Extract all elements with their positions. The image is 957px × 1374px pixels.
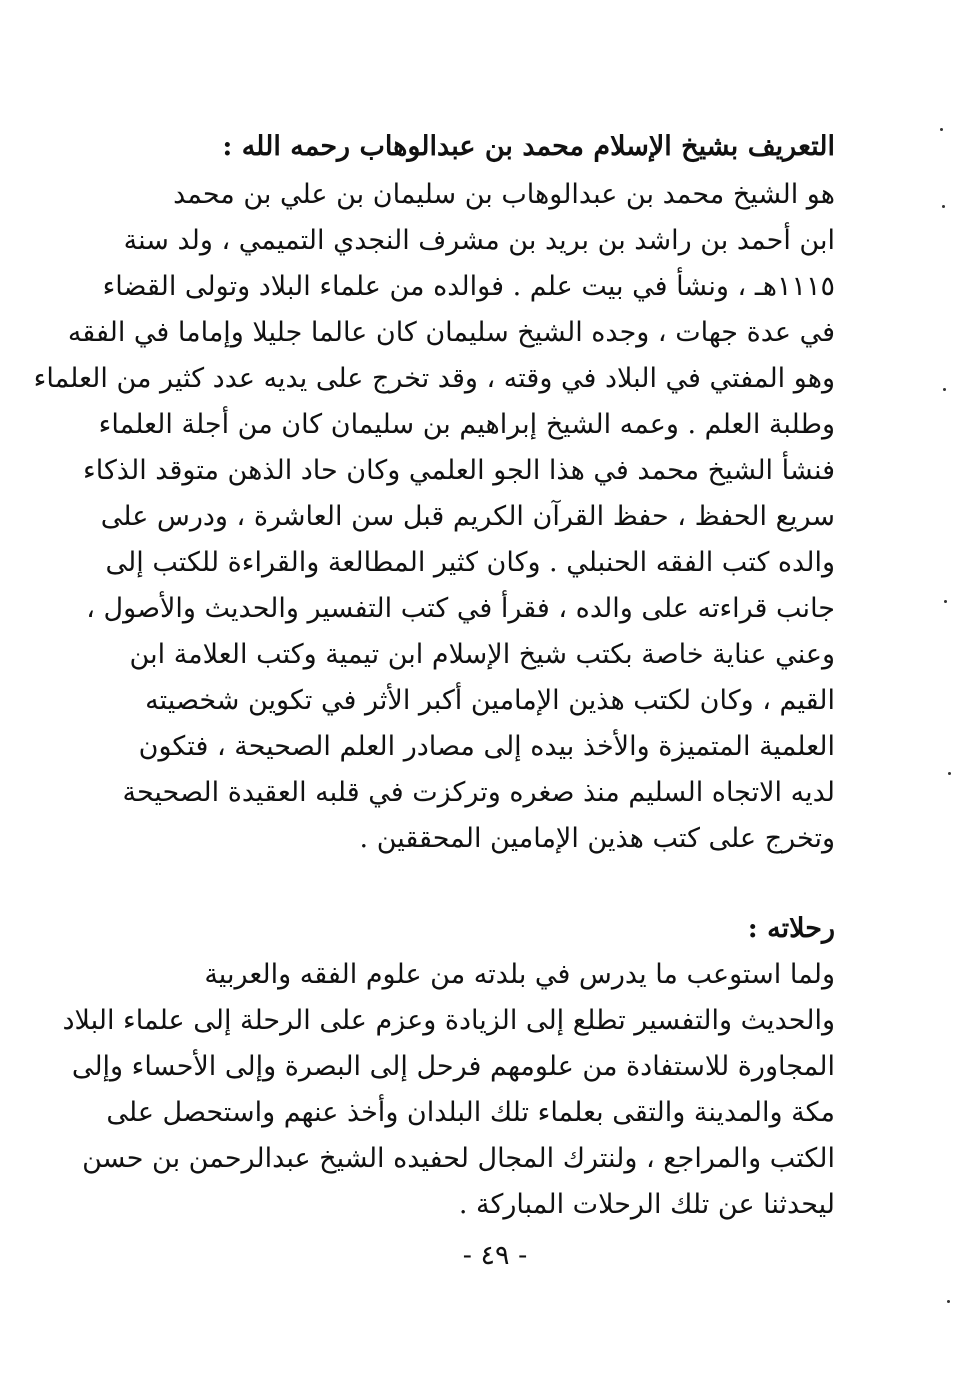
scan-speck (942, 205, 945, 208)
section-heading-travels (170, 906, 835, 952)
paragraph-line: القيم ، وكان لكتب هذين الإمامين أكبر الأثر في تكوين شخصيته (145, 685, 835, 716)
paragraph-line: ١١١٥هـ ، ونشأ في بيت علم . فوالده من علماء البلاد وتولى القضاء (102, 271, 835, 302)
paragraph-line: المجاورة للاستفادة من علومهم فرحل إلى البصرة وإلى الأحساء وإلى (71, 1051, 835, 1082)
scan-speck (940, 128, 943, 131)
heading-text: رحلاته : (747, 913, 835, 944)
paragraph-line: هو الشيخ محمد بن عبدالوهاب بن سليمان بن علي بن محمد (173, 179, 835, 210)
scan-speck (944, 600, 947, 603)
section-heading-biography (170, 124, 835, 170)
heading-text: التعريف بشيخ الإسلام محمد بن عبدالوهاب رحمه الله : (222, 131, 835, 162)
paragraph-line: العلمية المتميزة والأخذ بيده إلى مصادر العلم الصحيحة ، فتكون (138, 731, 835, 762)
paragraph-line: الكتب والمراجع ، ولنترك المجال لحفيده الشيخ عبدالرحمن بن حسن (82, 1143, 835, 1174)
paragraph-line: وطلبة العلم . وعمه الشيخ إبراهيم بن سليمان كان من أجلة العلماء (98, 409, 835, 440)
scan-speck (943, 388, 946, 391)
paragraph-line: ابن أحمد بن راشد بن بريد بن مشرف النجدي التميمي ، ولد سنة (123, 225, 835, 256)
paragraph-line: ولما استوعب ما يدرس في بلدته من علوم الفقه والعربية (204, 959, 835, 990)
paragraph-line: والده كتب الفقه الحنبلي . وكان كثير المطالعة والقراءة للكتب إلى (105, 547, 835, 578)
paragraph-line: جانب قراءته على والده ، فقرأ في كتب التفسير والحديث والأصول ، (86, 593, 835, 624)
scan-speck (948, 772, 951, 775)
travels-paragraph (62, 952, 835, 1228)
biography-paragraph (33, 172, 835, 862)
paragraph-line: فنشأ الشيخ محمد في هذا الجو العلمي وكان حاد الذهن متوقد الذكاء (83, 455, 835, 486)
paragraph-line: مكة والمدينة والتقى بعلماء تلك البلدان وأخذ عنهم واستحصل على (106, 1097, 835, 1128)
paragraph-line: والحديث والتفسير تطلع إلى الزيادة وعزم على الرحلة إلى علماء البلاد (62, 1005, 835, 1036)
paragraph-line: وهو المفتي في البلاد في وقته ، وقد تخرج على يديه عدد كثير من العلماء (33, 363, 835, 394)
paragraph-line: وتخرج على كتب هذين الإمامين المحققين . (359, 823, 835, 854)
page-number: - ٤٩ - (462, 1240, 528, 1271)
scan-speck (947, 1300, 950, 1303)
paragraph-line: سريع الحفظ ، حفظ القرآن الكريم قبل سن العاشرة ، ودرس على (100, 501, 835, 532)
paragraph-line: في عدة جهات ، وجده الشيخ سليمان كان عالما جليلا وإماما في الفقه (67, 317, 835, 348)
paragraph-line: لديه الاتجاه السليم منذ صغره وتركزت في قلبه العقيدة الصحيحة (122, 777, 835, 808)
paragraph-line: وعني عناية خاصة بكتب شيخ الإسلام ابن تيمية وكتب العلامة ابن (129, 639, 835, 670)
paragraph-line: ليحدثنا عن تلك الرحلات المباركة . (458, 1189, 835, 1220)
